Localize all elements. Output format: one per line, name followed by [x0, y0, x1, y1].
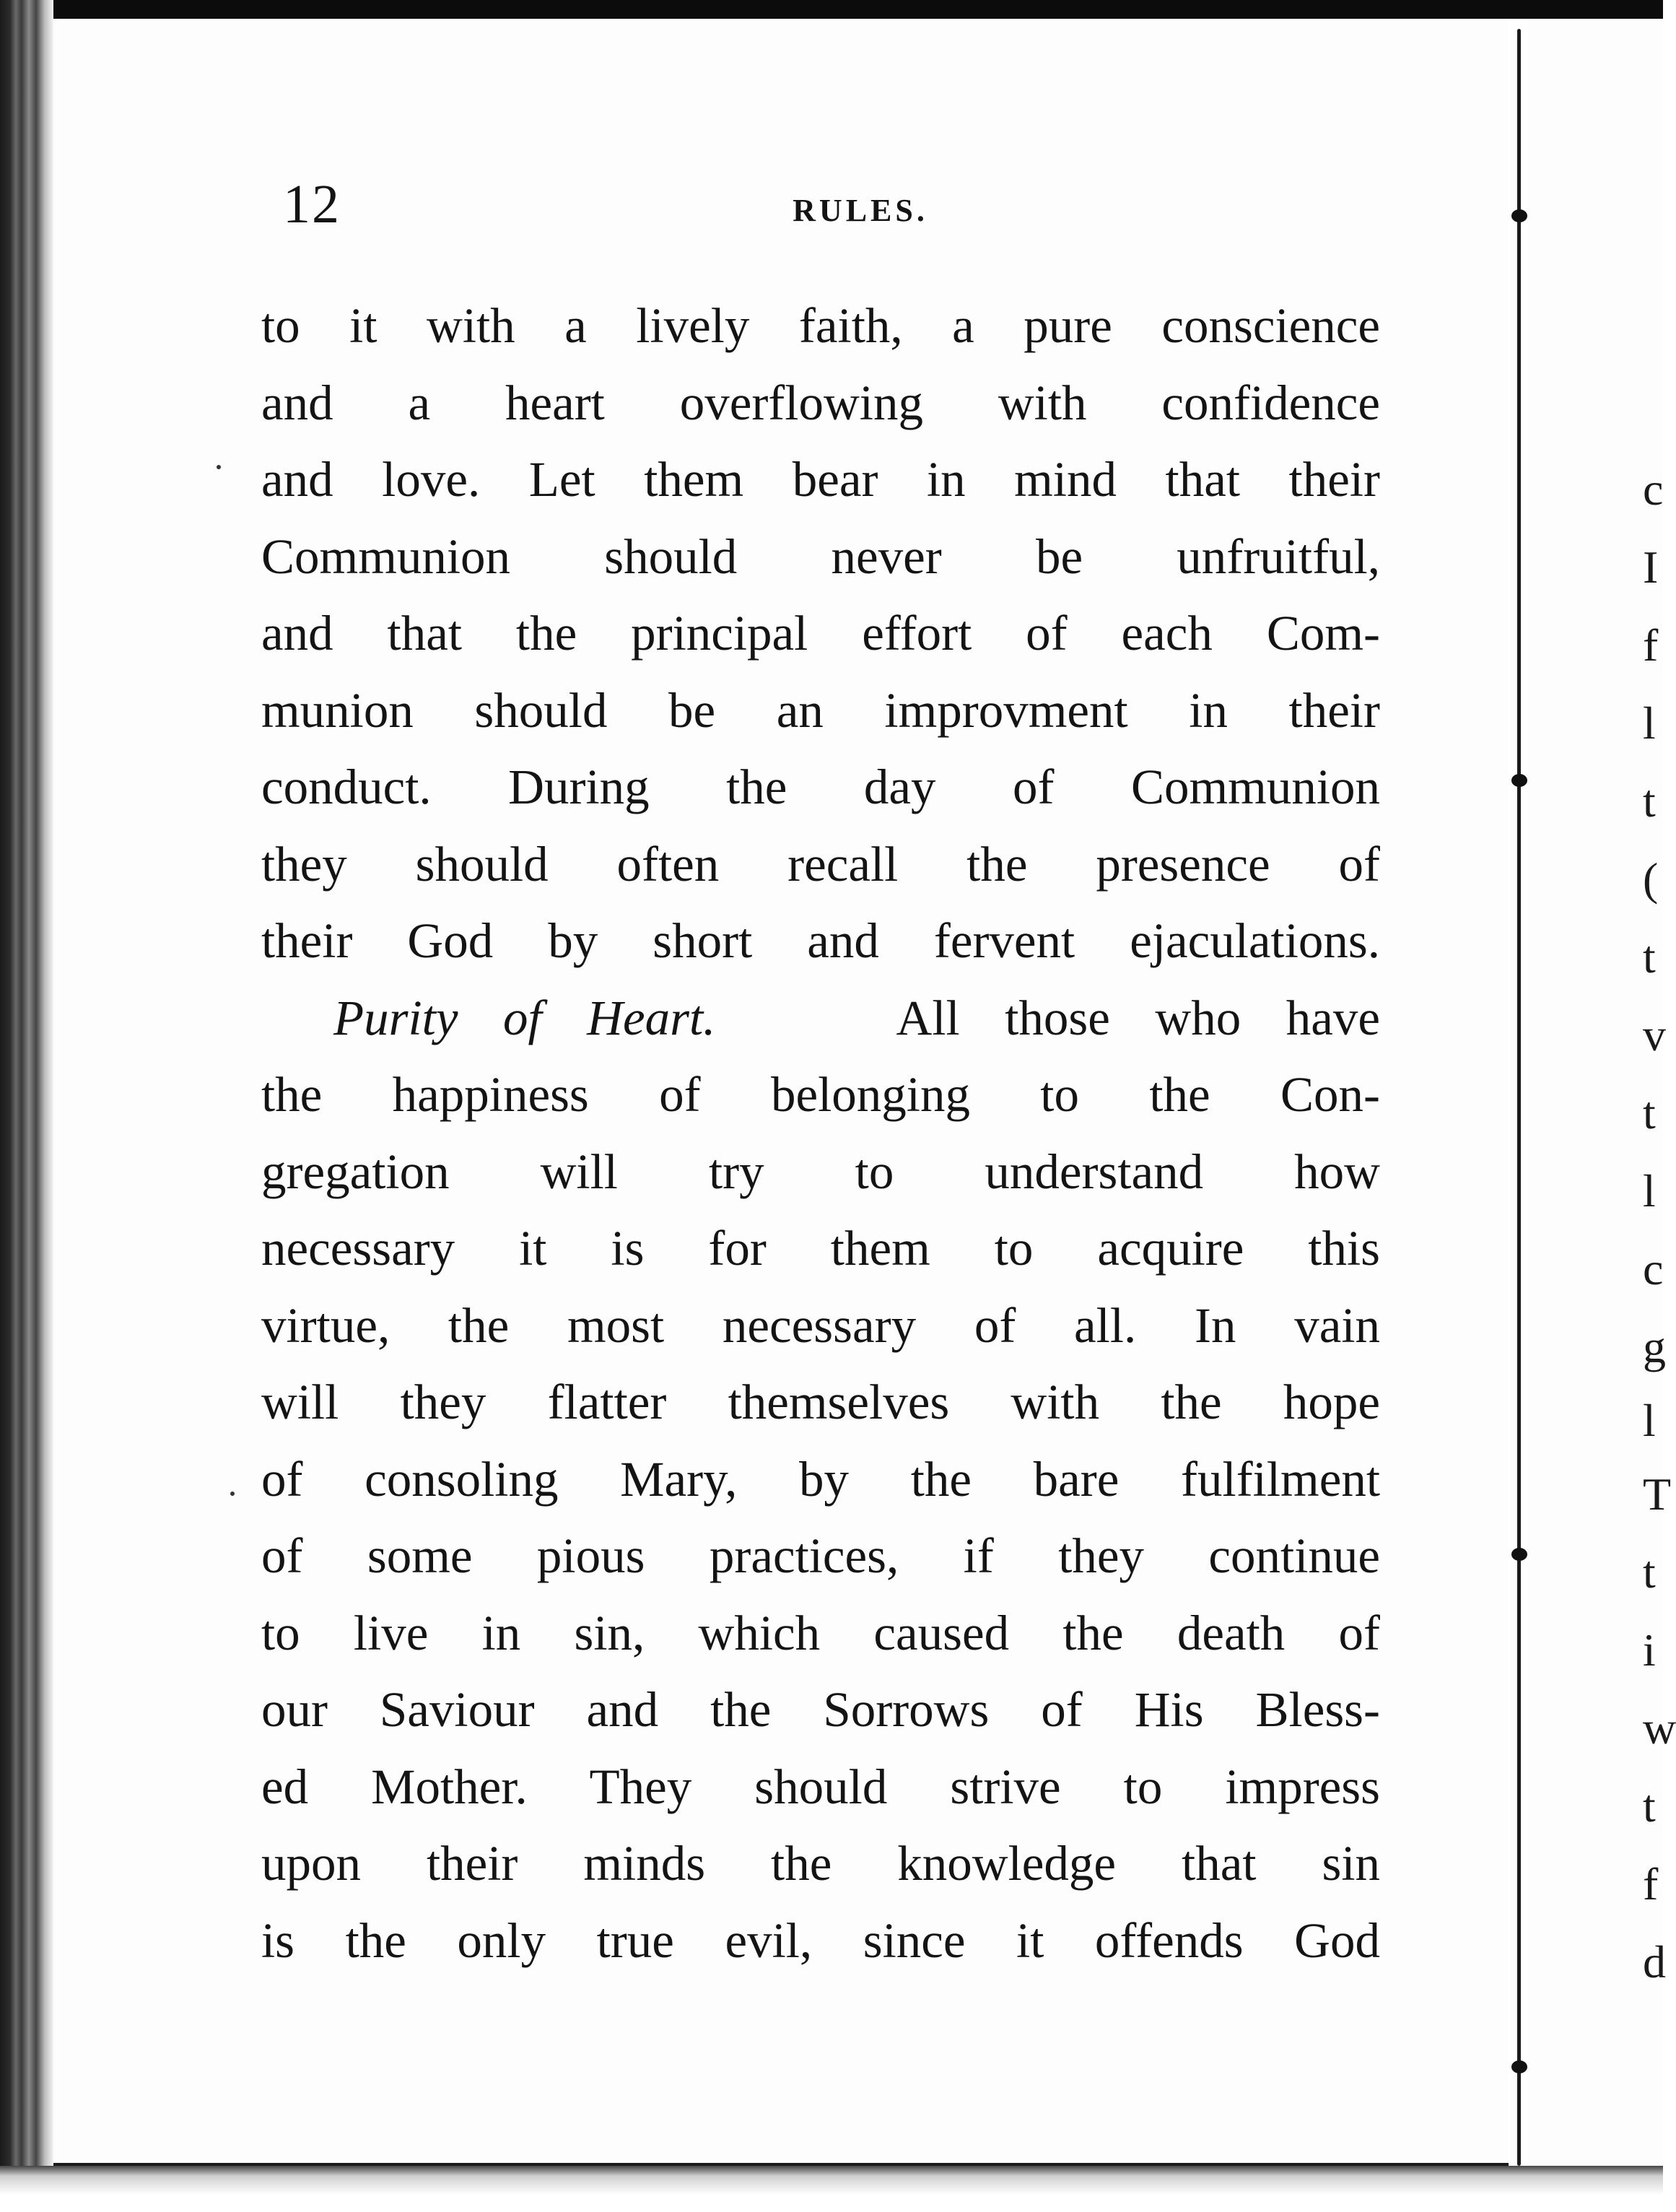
text-line: and a heart overflowing with confidence: [261, 375, 1380, 430]
text-line: and love. Let them bear in mind that their: [261, 452, 1380, 507]
facing-page-fragment: w: [1643, 1702, 1676, 1754]
facing-page-fragment: l: [1643, 1165, 1656, 1216]
facing-page-fragment: t: [1643, 1087, 1656, 1138]
facing-page-fragment: c: [1643, 1243, 1664, 1294]
text-line: virtue, the most necessary of all. In vain: [261, 1297, 1380, 1353]
facing-page-fragment: d: [1643, 1936, 1666, 1987]
text-line: necessary it is for them to acquire this: [261, 1221, 1380, 1276]
facing-page-edge: [1527, 19, 1676, 2166]
ink-speck: [230, 1492, 235, 1496]
gutter-line: [1517, 29, 1521, 2166]
section-heading: Purity of Heart.: [333, 990, 716, 1045]
facing-page-fragment: c: [1643, 463, 1664, 515]
binding-stitch: [1511, 774, 1527, 787]
text-line: to live in sin, which caused the death of: [261, 1605, 1380, 1660]
facing-page-fragment: v: [1643, 1009, 1666, 1061]
binding-gutter: [1511, 29, 1526, 2166]
text-segment: All those who have: [896, 990, 1381, 1045]
facing-page-fragment: i: [1643, 1624, 1656, 1676]
text-line: their God by short and fervent ejaculations.: [261, 913, 1380, 968]
body-text: [261, 287, 1380, 1979]
facing-page-fragment: (: [1643, 853, 1659, 905]
paragraph-1: [261, 287, 1380, 980]
facing-page-fragment: T: [1643, 1468, 1672, 1520]
scan-top-border: [0, 0, 1663, 19]
text-line: to it with a lively faith, a pure conscience: [261, 298, 1380, 353]
text-line: will they flatter themselves with the hope: [261, 1375, 1380, 1429]
text-line: of consoling Mary, by the bare fulfilment: [261, 1451, 1380, 1507]
facing-page-fragment: I: [1643, 541, 1659, 593]
text-line: munion should be an improvment in their: [261, 682, 1380, 738]
binding-stitch: [1511, 209, 1527, 222]
text-line: of some pious practices, if they continue: [261, 1528, 1380, 1583]
text-line: they should often recall the presence of: [261, 836, 1380, 892]
text-line: and that the principal effort of each Com-: [261, 606, 1380, 661]
text-line: upon their minds the knowledge that sin: [261, 1836, 1380, 1891]
facing-page-fragment: f: [1643, 619, 1659, 671]
facing-page-fragment: t: [1643, 1546, 1656, 1598]
binding-stitch: [1511, 1548, 1527, 1561]
text-line: conduct. During the day of Communion: [261, 759, 1380, 814]
text-line: Communion should never be unfruitful,: [261, 528, 1380, 584]
page-header: [283, 173, 1409, 235]
page-number: 12: [283, 174, 341, 235]
paragraph-2: [261, 980, 1380, 1980]
running-head: RULES.: [793, 193, 928, 228]
facing-page-fragment: l: [1643, 1395, 1656, 1446]
facing-page-fragment: t: [1643, 775, 1656, 827]
facing-page-fragment: t: [1643, 1780, 1656, 1832]
text-line: gregation will try to understand how: [261, 1144, 1380, 1199]
facing-page-fragment: t: [1643, 931, 1656, 983]
text-line: ed Mother. They should strive to impress: [261, 1759, 1380, 1814]
text-line: our Saviour and the Sorrows of His Bless-: [261, 1682, 1380, 1737]
text-line: is the only true evil, since it offends God: [261, 1912, 1380, 1968]
book-left-edge: [0, 0, 53, 2212]
text-line: the happiness of belonging to the Con-: [261, 1067, 1380, 1122]
binding-stitch: [1511, 2060, 1527, 2073]
facing-page-fragment: g: [1643, 1321, 1666, 1372]
facing-page-fragment: f: [1643, 1858, 1659, 1910]
ink-speck: [217, 465, 221, 469]
scan-bottom-border: [0, 2166, 1663, 2212]
facing-page-fragment: l: [1643, 697, 1656, 749]
paragraph-first-line: [261, 980, 1380, 1057]
